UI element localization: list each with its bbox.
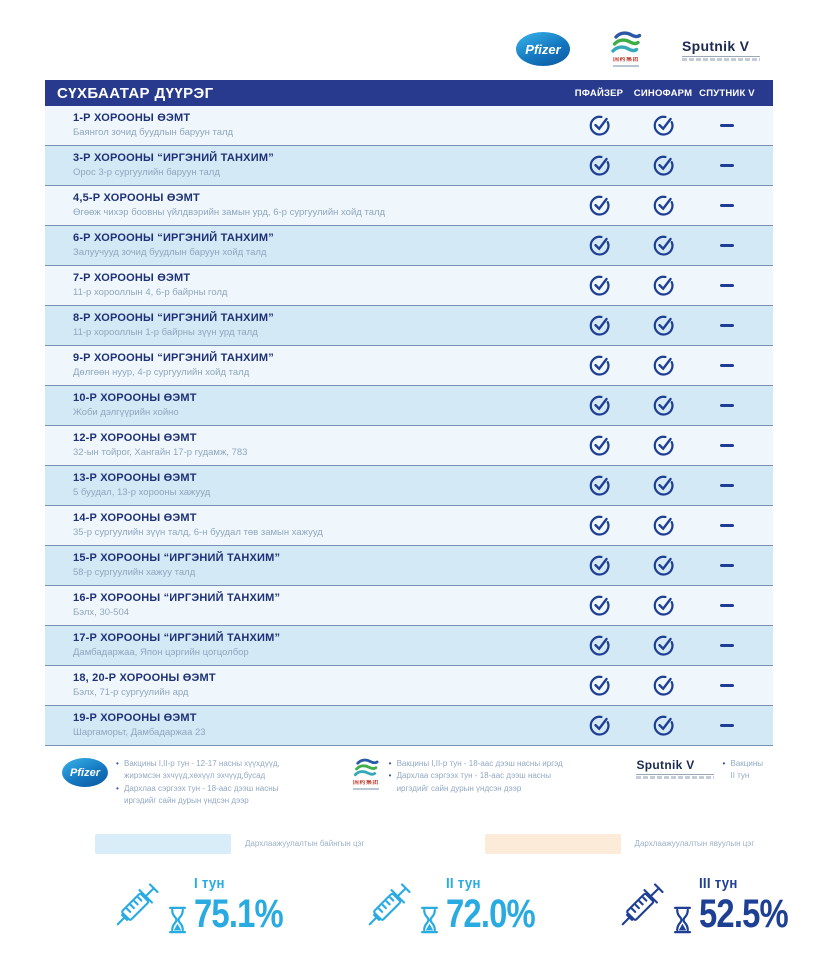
permanent-point-label: Дархлаажуулалтын байнгын цэг xyxy=(245,839,365,849)
pfizer-cell xyxy=(567,194,631,217)
pfizer-cell xyxy=(567,714,631,737)
site-title: 7-Р ХОРООНЫ ӨЭМТ xyxy=(73,272,191,284)
sinopharm-cell xyxy=(631,234,695,257)
site-title: 8-Р ХОРООНЫ “ИРГЭНИЙ ТАНХИМ” xyxy=(73,312,274,324)
table-row xyxy=(45,586,773,626)
dose-percentage: 52.5% xyxy=(698,891,788,936)
site-address: 35-р сургуулийн зүүн талд, 6-н буудал төв замын хажууд xyxy=(73,527,323,538)
site-address: Жоби дэлгүүрийн хойно xyxy=(73,407,179,418)
stat-right xyxy=(420,876,554,934)
check-circle-icon xyxy=(652,194,675,217)
pfizer-cell xyxy=(567,514,631,537)
sinopharm-logo xyxy=(351,758,380,790)
sinopharm-cell xyxy=(631,634,695,657)
site-address: Орос 3-р сургуулийн баруун талд xyxy=(73,167,220,178)
site-title: 10-Р ХОРООНЫ ӨЭМТ xyxy=(73,392,197,404)
district-title: СҮХБААТАР ДҮҮРЭГ xyxy=(57,84,214,102)
pfizer-logo-text: Pfizer xyxy=(525,41,561,57)
site-address: Баянгол зочид буудлын баруун талд xyxy=(73,127,234,138)
sinopharm-logo xyxy=(604,31,648,67)
check-circle-icon xyxy=(588,434,611,457)
table-row xyxy=(45,386,773,426)
table-row xyxy=(45,546,773,586)
table-row xyxy=(45,186,773,226)
sinopharm-cell xyxy=(631,674,695,697)
site-title: 14-Р ХОРООНЫ ӨЭМТ xyxy=(73,512,197,524)
site-title: 13-Р ХОРООНЫ ӨЭМТ xyxy=(73,472,197,484)
table-row xyxy=(45,506,773,546)
sputnik-cell xyxy=(695,604,759,608)
dose-percentage: 72.0% xyxy=(446,891,536,936)
not-available-dash-icon xyxy=(720,364,734,368)
column-header-pfizer: ПФАЙЗЕР xyxy=(574,87,624,99)
table-body xyxy=(45,106,773,746)
site-address: Бэлх, 71-р сургуулийн ард xyxy=(73,687,189,698)
check-circle-icon xyxy=(652,474,675,497)
sinopharm-cell xyxy=(631,474,695,497)
sputnik-cell xyxy=(695,284,759,288)
row-text xyxy=(45,351,567,380)
sinopharm-cell xyxy=(631,594,695,617)
sinopharm-logo-subline xyxy=(613,65,639,67)
check-circle-icon xyxy=(588,554,611,577)
row-text xyxy=(45,471,567,500)
not-available-dash-icon xyxy=(720,524,734,528)
footnote-item: • Вакцины II тун xyxy=(722,758,763,783)
footnote-item: • Дархлаа сэргээх тун - 18-аас дээш насны иргэдийг сайн дурын үндсэн дээр xyxy=(389,770,583,795)
check-circle-icon xyxy=(652,114,675,137)
sinopharm-cell xyxy=(631,114,695,137)
not-available-dash-icon xyxy=(720,644,734,648)
sinopharm-cell xyxy=(631,354,695,377)
row-text xyxy=(45,591,567,620)
site-title: 1-Р ХОРООНЫ ӨЭМТ xyxy=(73,112,191,124)
stat-text xyxy=(699,876,807,934)
row-text xyxy=(45,431,567,460)
sinopharm-cell xyxy=(631,714,695,737)
table-header-bar xyxy=(45,80,773,106)
sputnik-logo-tagline xyxy=(682,58,760,61)
not-available-dash-icon xyxy=(720,204,734,208)
sinopharm-cell xyxy=(631,554,695,577)
check-circle-icon xyxy=(588,674,611,697)
site-address: Дамбадаржаа, Япон цэргийн цогцолбор xyxy=(73,647,249,658)
column-headers xyxy=(567,88,773,99)
sputnik-cell xyxy=(695,524,759,528)
check-circle-icon xyxy=(652,714,675,737)
sputnik-logo-text: Sputnik V xyxy=(636,758,695,772)
sputnik-cell xyxy=(695,644,759,648)
row-text xyxy=(45,191,567,220)
row-text xyxy=(45,511,567,540)
check-circle-icon xyxy=(588,714,611,737)
sputnik-cell xyxy=(695,244,759,248)
site-address: Залуучууд зочид буудлын баруун хойд талд xyxy=(73,247,267,258)
sputnik-cell xyxy=(695,724,759,728)
pfizer-cell xyxy=(567,674,631,697)
not-available-dash-icon xyxy=(720,284,734,288)
row-text xyxy=(45,151,567,180)
sinopharm-cell xyxy=(631,434,695,457)
not-available-dash-icon xyxy=(720,684,734,688)
stat-right xyxy=(673,876,807,934)
not-available-dash-icon xyxy=(720,124,734,128)
check-circle-icon xyxy=(588,274,611,297)
footnote-item: • Вакцины I,II-р тун - 12-17 насны хүүхдүүд, жирэмсэн эхчүүд,хөхүүл эхчүүд,бусад xyxy=(116,758,295,783)
site-address: Дөлгөөн нуур, 4-р сургуулийн хойд талд xyxy=(73,367,250,378)
sputnik-cell xyxy=(695,484,759,488)
legend-row xyxy=(95,834,818,854)
check-circle-icon xyxy=(652,594,675,617)
site-title: 16-Р ХОРООНЫ “ИРГЭНИЙ ТАНХИМ” xyxy=(73,592,281,604)
site-address: Бэлх, 30-504 xyxy=(73,607,130,618)
table-row xyxy=(45,666,773,706)
dose-stat xyxy=(108,876,302,934)
row-text xyxy=(45,231,567,260)
sputnik-cell xyxy=(695,204,759,208)
pfizer-cell xyxy=(567,234,631,257)
row-text xyxy=(45,711,567,740)
dose-percentage: 75.1% xyxy=(194,891,283,936)
pfizer-cell xyxy=(567,594,631,617)
site-title: 18, 20-Р ХОРООНЫ ӨЭМТ xyxy=(73,672,216,684)
table-row xyxy=(45,426,773,466)
footnote-pfizer-list xyxy=(116,758,295,808)
sputnik-cell xyxy=(695,124,759,128)
sputnik-logo xyxy=(682,38,760,61)
hourglass-icon xyxy=(168,906,187,934)
check-circle-icon xyxy=(652,234,675,257)
check-circle-icon xyxy=(652,394,675,417)
check-circle-icon xyxy=(652,674,675,697)
check-circle-icon xyxy=(588,594,611,617)
row-text xyxy=(45,111,567,140)
table-row xyxy=(45,266,773,306)
check-circle-icon xyxy=(588,634,611,657)
sputnik-logo-line xyxy=(636,774,714,775)
site-address: Шаргаморьт, Дамбадаржаа 23 xyxy=(73,727,206,738)
brand-logos-row xyxy=(0,0,818,72)
not-available-dash-icon xyxy=(720,244,734,248)
table-row xyxy=(45,706,773,746)
check-circle-icon xyxy=(652,274,675,297)
not-available-dash-icon xyxy=(720,444,734,448)
pfizer-cell xyxy=(567,474,631,497)
not-available-dash-icon xyxy=(720,604,734,608)
row-text xyxy=(45,391,567,420)
sputnik-logo-line xyxy=(682,56,760,57)
table-row xyxy=(45,466,773,506)
pfizer-cell xyxy=(567,634,631,657)
check-circle-icon xyxy=(652,154,675,177)
site-address: 32-ын тойрог, Хангайн 17-р гудамж, 783 xyxy=(73,447,248,458)
footnotes xyxy=(62,758,763,808)
pfizer-cell xyxy=(567,434,631,457)
row-text xyxy=(45,271,567,300)
not-available-dash-icon xyxy=(720,324,734,328)
not-available-dash-icon xyxy=(720,724,734,728)
hourglass-icon xyxy=(420,906,439,934)
site-address: 11-р хорооллын 1-р байрны зүүн урд талд xyxy=(73,327,258,338)
sputnik-cell xyxy=(695,684,759,688)
pfizer-cell xyxy=(567,314,631,337)
site-title: 17-Р ХОРООНЫ “ИРГЭНИЙ ТАНХИМ” xyxy=(73,632,281,644)
row-text xyxy=(45,631,567,660)
column-header-sputnik: СПУТНИК V xyxy=(699,87,755,99)
stat-text xyxy=(446,876,554,934)
sinopharm-logo-text: 国药集团 xyxy=(352,780,379,786)
site-title: 12-Р ХОРООНЫ ӨЭМТ xyxy=(73,432,197,444)
syringe-icon xyxy=(360,875,419,934)
site-title: 15-Р ХОРООНЫ “ИРГЭНИЙ ТАНХИМ” xyxy=(73,552,281,564)
check-circle-icon xyxy=(588,474,611,497)
stat-text xyxy=(194,876,302,934)
not-available-dash-icon xyxy=(720,404,734,408)
sputnik-cell xyxy=(695,364,759,368)
syringe-icon xyxy=(107,875,166,934)
dose-stat xyxy=(613,876,807,934)
dose-label: II тун xyxy=(446,874,482,892)
check-circle-icon xyxy=(652,554,675,577)
table-row xyxy=(45,226,773,266)
pfizer-cell xyxy=(567,394,631,417)
check-circle-icon xyxy=(652,634,675,657)
check-circle-icon xyxy=(588,234,611,257)
sinopharm-cell xyxy=(631,394,695,417)
dose-stats-row xyxy=(108,876,818,934)
pfizer-cell xyxy=(567,114,631,137)
sputnik-logo-tagline xyxy=(636,776,714,779)
sputnik-cell xyxy=(695,444,759,448)
check-circle-icon xyxy=(588,154,611,177)
sinopharm-cell xyxy=(631,154,695,177)
sputnik-logo-text: Sputnik V xyxy=(682,37,750,54)
pfizer-cell xyxy=(567,154,631,177)
footnote-sinopharm xyxy=(351,758,582,795)
syringe-icon xyxy=(612,875,671,934)
table-row xyxy=(45,106,773,146)
footnote-item: • Вакцины I,II-р тун - 18-аас дээш насны иргэд xyxy=(389,758,583,770)
check-circle-icon xyxy=(652,434,675,457)
pfizer-cell xyxy=(567,354,631,377)
site-title: 19-Р ХОРООНЫ ӨЭМТ xyxy=(73,712,197,724)
pfizer-logo xyxy=(516,32,570,66)
footnote-sputnik xyxy=(636,758,763,783)
check-circle-icon xyxy=(588,314,611,337)
check-circle-icon xyxy=(652,514,675,537)
sinopharm-logo-subline xyxy=(353,788,379,790)
sputnik-cell xyxy=(695,564,759,568)
check-circle-icon xyxy=(588,394,611,417)
sputnik-cell xyxy=(695,164,759,168)
check-circle-icon xyxy=(588,514,611,537)
sputnik-cell xyxy=(695,324,759,328)
pfizer-cell xyxy=(567,274,631,297)
footnote-sinopharm-list xyxy=(389,758,583,795)
check-circle-icon xyxy=(588,194,611,217)
footnote-pfizer xyxy=(62,758,295,808)
footnote-item: • Дархлаа сэргээх тун - 18-аас дээш насны иргэдийг сайн дурын үндсэн дээр xyxy=(116,783,295,808)
check-circle-icon xyxy=(652,354,675,377)
sinopharm-logo-text: 国药集团 xyxy=(612,57,639,64)
mobile-point-label: Дархлаажуулалтын явуулын цэг xyxy=(634,839,755,849)
table-row xyxy=(45,626,773,666)
pfizer-logo xyxy=(62,758,108,787)
column-header-sinopharm: СИНОФАРМ xyxy=(633,87,693,99)
table-row xyxy=(45,346,773,386)
permanent-point-swatch xyxy=(95,834,231,854)
row-text xyxy=(45,671,567,700)
site-address: Өгөөж чихэр боовны үйлдвэрийн замын урд, 6-р сургуулийн хойд талд xyxy=(73,207,386,218)
footnote-sputnik-list xyxy=(722,758,763,783)
row-text xyxy=(45,311,567,340)
row-text xyxy=(45,551,567,580)
site-address: 58-р сургуулийн хажуу талд xyxy=(73,567,196,578)
site-address: 11-р хорооллын 4, 6-р байрны голд xyxy=(73,287,228,298)
check-circle-icon xyxy=(652,314,675,337)
not-available-dash-icon xyxy=(720,164,734,168)
table-row xyxy=(45,146,773,186)
site-title: 3-Р ХОРООНЫ “ИРГЭНИЙ ТАНХИМ” xyxy=(73,152,274,164)
stat-right xyxy=(168,876,302,934)
sinopharm-cell xyxy=(631,274,695,297)
dose-stat xyxy=(360,876,554,934)
site-title: 9-Р ХОРООНЫ “ИРГЭНИЙ ТАНХИМ” xyxy=(73,352,274,364)
sinopharm-cell xyxy=(631,314,695,337)
site-address: 5 буудал, 13-р хорооны хажууд xyxy=(73,487,211,498)
sinopharm-waves-icon xyxy=(352,758,380,780)
check-circle-icon xyxy=(588,114,611,137)
not-available-dash-icon xyxy=(720,564,734,568)
check-circle-icon xyxy=(588,354,611,377)
mobile-point-swatch xyxy=(485,834,621,854)
sinopharm-cell xyxy=(631,194,695,217)
hourglass-icon xyxy=(673,906,692,934)
sinopharm-cell xyxy=(631,514,695,537)
dose-label: I тун xyxy=(194,874,225,892)
site-title: 4,5-Р ХОРООНЫ ӨЭМТ xyxy=(73,192,200,204)
table-row xyxy=(45,306,773,346)
pfizer-cell xyxy=(567,554,631,577)
site-title: 6-Р ХОРООНЫ “ИРГЭНИЙ ТАНХИМ” xyxy=(73,232,274,244)
pfizer-logo-text: Pfizer xyxy=(70,766,100,779)
dose-label: III тун xyxy=(698,874,738,892)
not-available-dash-icon xyxy=(720,484,734,488)
sputnik-cell xyxy=(695,404,759,408)
sputnik-logo xyxy=(636,758,714,779)
sinopharm-waves-icon xyxy=(609,31,643,57)
